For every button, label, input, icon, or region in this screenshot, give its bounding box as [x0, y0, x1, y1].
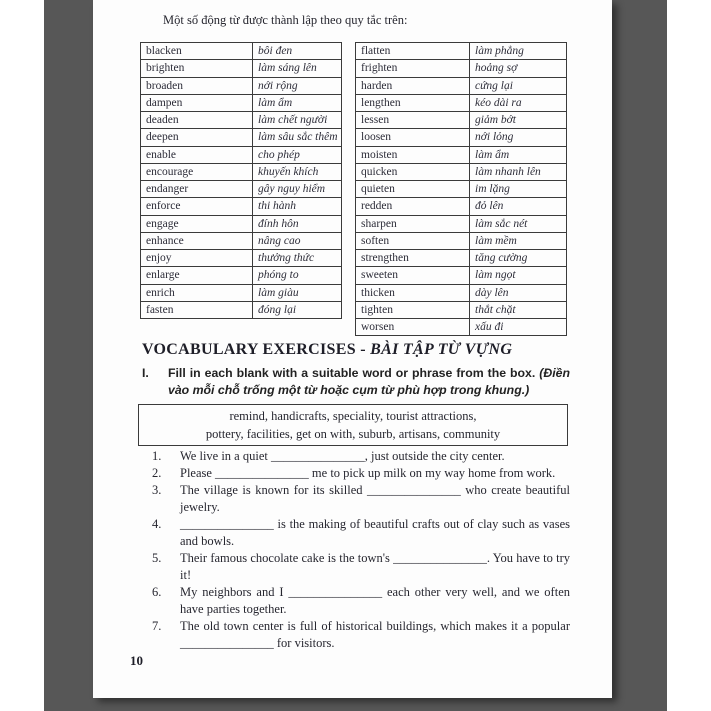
meaning-cell: làm sâu sắc thêm	[253, 129, 342, 146]
item-text: _______________ is the making of beautiful crafts out of clay such as vases and bowls.	[180, 517, 570, 548]
meaning-cell: kéo dài ra	[470, 94, 567, 111]
verb-row	[141, 43, 342, 60]
verb-row	[356, 250, 567, 267]
item-number: 6.	[152, 585, 162, 599]
photo-backdrop	[44, 0, 667, 711]
exercise1-instruction-text: Fill in each blank with a suitable word or phrase from the box. (Điền vào mỗi chỗ trống một từ hoặc cụm từ phù hợp trong khung.)	[168, 366, 570, 397]
item-number: 1.	[152, 449, 162, 463]
item-text: The old town center is full of historical buildings, which makes it a popular _______________ for visitors.	[180, 619, 570, 650]
verb-row	[141, 94, 342, 111]
meaning-cell: làm phẳng	[470, 43, 567, 60]
item-number: 7.	[152, 619, 162, 633]
verb-cell: sharpen	[356, 215, 470, 232]
verb-row	[141, 250, 342, 267]
book-page	[93, 0, 612, 698]
meaning-cell: làm giàu	[253, 284, 342, 301]
item-text: Please _______________ me to pick up milk on my way home from work.	[180, 466, 556, 480]
verb-cell: lengthen	[356, 94, 470, 111]
verb-cell: deepen	[141, 129, 253, 146]
verb-cell: loosen	[356, 129, 470, 146]
verb-cell: enlarge	[141, 267, 253, 284]
item-text: The village is known for its skilled _______________ who create beautiful jewelry.	[180, 483, 570, 514]
meaning-cell: làm sáng lên	[253, 60, 342, 77]
meaning-cell: gây nguy hiểm	[253, 181, 342, 198]
meaning-cell: phóng to	[253, 267, 342, 284]
verb-row	[141, 198, 342, 215]
verb-row	[356, 215, 567, 232]
exercise1-instruction	[142, 365, 570, 399]
verb-cell: enforce	[141, 198, 253, 215]
item-number: 2.	[152, 466, 162, 480]
meaning-cell: thắt chặt	[470, 301, 567, 318]
verb-cell: enable	[141, 146, 253, 163]
word-box-line2: pottery, facilities, get on with, suburb, artisans, community	[205, 427, 501, 441]
meaning-cell: làm mềm	[470, 232, 567, 249]
verb-row	[141, 129, 342, 146]
exercise-item	[152, 465, 570, 482]
meaning-cell: làm chết người	[253, 112, 342, 129]
verb-cell: enrich	[141, 284, 253, 301]
meaning-cell: nâng cao	[253, 232, 342, 249]
item-text: Their famous chocolate cake is the town's _______________. You have to try it!	[180, 551, 570, 582]
meaning-cell: làm ẩm	[253, 94, 342, 111]
verb-row	[141, 112, 342, 129]
exercise1-items	[152, 448, 570, 652]
verb-row	[356, 267, 567, 284]
verb-cell: fasten	[141, 301, 253, 318]
item-number: 3.	[152, 483, 162, 497]
meaning-cell: làm ẩm	[470, 146, 567, 163]
verb-cell: deaden	[141, 112, 253, 129]
exercise-item	[152, 516, 570, 550]
verb-row	[141, 267, 342, 284]
verb-row	[356, 181, 567, 198]
verb-cell: harden	[356, 77, 470, 94]
verb-row	[356, 146, 567, 163]
item-number: 4.	[152, 517, 162, 531]
verb-cell: brighten	[141, 60, 253, 77]
verb-cell: enjoy	[141, 250, 253, 267]
meaning-cell: giảm bớt	[470, 112, 567, 129]
meaning-cell: cho phép	[253, 146, 342, 163]
intro-text: Một số động từ được thành lập theo quy tắc trên:	[163, 13, 408, 27]
meaning-cell: xấu đi	[470, 319, 567, 336]
meaning-cell: làm ngọt	[470, 267, 567, 284]
verb-cell: tighten	[356, 301, 470, 318]
verb-row	[141, 60, 342, 77]
page-number: 10	[130, 653, 143, 668]
verb-row	[356, 232, 567, 249]
meaning-cell: nới lỏng	[470, 129, 567, 146]
verb-cell: enhance	[141, 232, 253, 249]
meaning-cell: khuyến khích	[253, 163, 342, 180]
verb-row	[356, 319, 567, 336]
exercise-item	[152, 618, 570, 652]
word-box	[138, 404, 568, 446]
meaning-cell: nới rộng	[253, 77, 342, 94]
verb-table-left	[140, 42, 342, 319]
item-text: My neighbors and I _______________ each other very well, and we often have parties together.	[180, 585, 570, 616]
item-number: 5.	[152, 551, 162, 565]
verb-cell: sweeten	[356, 267, 470, 284]
verb-row	[141, 301, 342, 318]
verb-row	[141, 146, 342, 163]
verb-row	[141, 284, 342, 301]
exercise-item	[152, 584, 570, 618]
verb-cell: quieten	[356, 181, 470, 198]
exercise-item	[152, 482, 570, 516]
verb-row	[141, 181, 342, 198]
vocab-heading-vi: BÀI TẬP TỪ VỰNG	[370, 341, 513, 358]
meaning-cell: làm nhanh lên	[470, 163, 567, 180]
meaning-cell: cứng lại	[470, 77, 567, 94]
vocab-heading-en: VOCABULARY EXERCISES -	[142, 341, 371, 358]
verb-cell: engage	[141, 215, 253, 232]
verb-cell: flatten	[356, 43, 470, 60]
verb-cell: redden	[356, 198, 470, 215]
verb-cell: blacken	[141, 43, 253, 60]
verb-row	[356, 284, 567, 301]
meaning-cell: im lặng	[470, 181, 567, 198]
verb-row	[356, 198, 567, 215]
meaning-cell: đính hôn	[253, 215, 342, 232]
meaning-cell: bôi đen	[253, 43, 342, 60]
verb-row	[356, 60, 567, 77]
word-box-line1: remind, handicrafts, speciality, tourist attractions,	[229, 409, 477, 423]
exercise1-numeral: I.	[142, 366, 149, 380]
verb-row	[141, 232, 342, 249]
meaning-cell: thi hành	[253, 198, 342, 215]
verb-row	[356, 301, 567, 318]
verb-cell: broaden	[141, 77, 253, 94]
verb-row	[141, 215, 342, 232]
exercise-item	[152, 550, 570, 584]
verb-row	[141, 163, 342, 180]
verb-row	[356, 129, 567, 146]
verb-row	[356, 163, 567, 180]
verb-cell: moisten	[356, 146, 470, 163]
meaning-cell: đóng lại	[253, 301, 342, 318]
verb-cell: strengthen	[356, 250, 470, 267]
verb-table-right	[355, 42, 567, 336]
verb-row	[356, 43, 567, 60]
vocab-section-heading	[142, 341, 512, 359]
verb-cell: encourage	[141, 163, 253, 180]
verb-cell: endanger	[141, 181, 253, 198]
meaning-cell: thưởng thức	[253, 250, 342, 267]
verb-row	[356, 94, 567, 111]
verb-cell: quicken	[356, 163, 470, 180]
verb-row	[141, 77, 342, 94]
meaning-cell: tăng cường	[470, 250, 567, 267]
verb-cell: dampen	[141, 94, 253, 111]
exercise-item	[152, 448, 570, 465]
item-text: We live in a quiet _______________, just outside the city center.	[180, 449, 505, 463]
verb-row	[356, 77, 567, 94]
verb-cell: soften	[356, 232, 470, 249]
verb-cell: thicken	[356, 284, 470, 301]
meaning-cell: hoảng sợ	[470, 60, 567, 77]
meaning-cell: làm sắc nét	[470, 215, 567, 232]
verb-row	[356, 112, 567, 129]
verb-cell: lessen	[356, 112, 470, 129]
meaning-cell: dày lên	[470, 284, 567, 301]
verb-cell: worsen	[356, 319, 470, 336]
verb-cell: frighten	[356, 60, 470, 77]
meaning-cell: đỏ lên	[470, 198, 567, 215]
